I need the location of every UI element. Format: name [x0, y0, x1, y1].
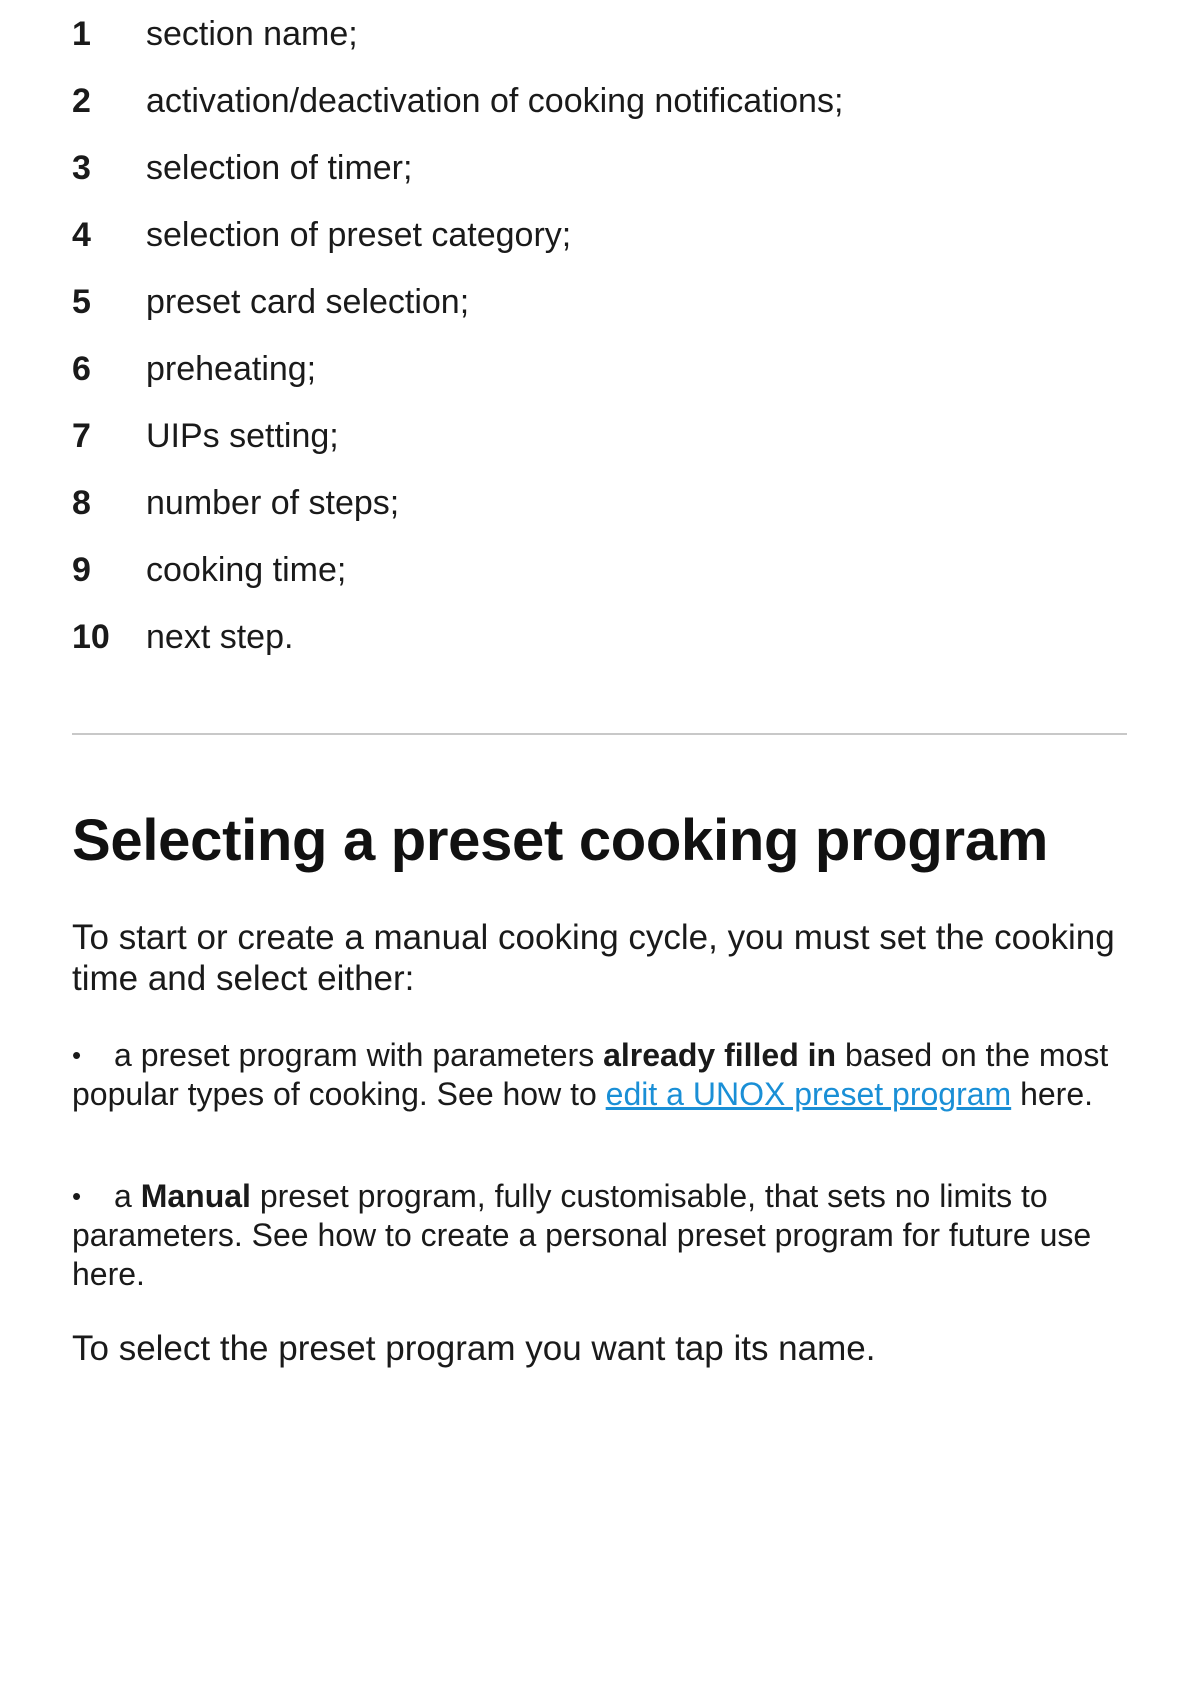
legend-text: preset card selection; [146, 283, 470, 321]
bullet-marker: • [72, 1040, 82, 1070]
legend-text: cooking time; [146, 551, 347, 589]
legend-number: 3 [72, 149, 91, 187]
section-heading: Selecting a preset cooking program [72, 808, 1049, 873]
bullet-bold-text: Manual [140, 1178, 251, 1214]
legend-item [72, 343, 1127, 410]
legend-item [72, 544, 1127, 611]
legend-text: number of steps; [146, 484, 400, 522]
bullet-text: based on the most popular types of cooking. See how to [72, 1037, 1109, 1112]
section-divider [72, 733, 1127, 735]
document-page [72, 0, 1127, 1368]
bullet-text: a preset program with parameters [114, 1037, 604, 1073]
bullet-text: preset program, fully customisable, that sets no limits to parameters. See how to create a personal preset program for future use here. [72, 1178, 1092, 1292]
legend-number: 10 [72, 618, 110, 656]
edit-preset-program-link[interactable]: edit a UNOX preset program [605, 1076, 1012, 1112]
legend-text: activation/deactivation of cooking notifications; [146, 82, 844, 120]
legend-item [72, 276, 1127, 343]
legend-text: section name; [146, 15, 358, 53]
legend-item [72, 410, 1127, 477]
legend-item [72, 8, 1127, 75]
legend-number: 7 [72, 417, 91, 455]
legend-number: 9 [72, 551, 91, 589]
legend-text: selection of preset category; [146, 216, 572, 254]
bullet-text: a [114, 1178, 141, 1214]
bullet-text: here. [1011, 1076, 1093, 1112]
legend-item [72, 142, 1127, 209]
legend-item [72, 75, 1127, 142]
legend-text: next step. [146, 618, 294, 656]
legend-number: 4 [72, 216, 91, 254]
bullet-marker: • [72, 1181, 82, 1211]
legend-text: preheating; [146, 350, 317, 388]
legend-item [72, 611, 1127, 678]
legend-number: 8 [72, 484, 91, 522]
callout-legend-list [72, 0, 1127, 678]
intro-paragraph: To start or create a manual cooking cycle, you must set the cooking time and select either: [72, 918, 1115, 998]
legend-text: UIPs setting; [146, 417, 339, 455]
legend-text: selection of timer; [146, 149, 413, 187]
legend-number: 2 [72, 82, 91, 120]
bullet-item-manual [72, 1177, 1127, 1294]
legend-number: 6 [72, 350, 91, 388]
closing-paragraph: To select the preset program you want tap its name. [72, 1329, 876, 1368]
legend-item [72, 209, 1127, 276]
legend-item [72, 477, 1127, 544]
bullet-bold-text: already filled in [603, 1037, 837, 1073]
bullet-item-preset [72, 1036, 1127, 1114]
legend-number: 5 [72, 283, 91, 321]
legend-number: 1 [72, 15, 91, 53]
